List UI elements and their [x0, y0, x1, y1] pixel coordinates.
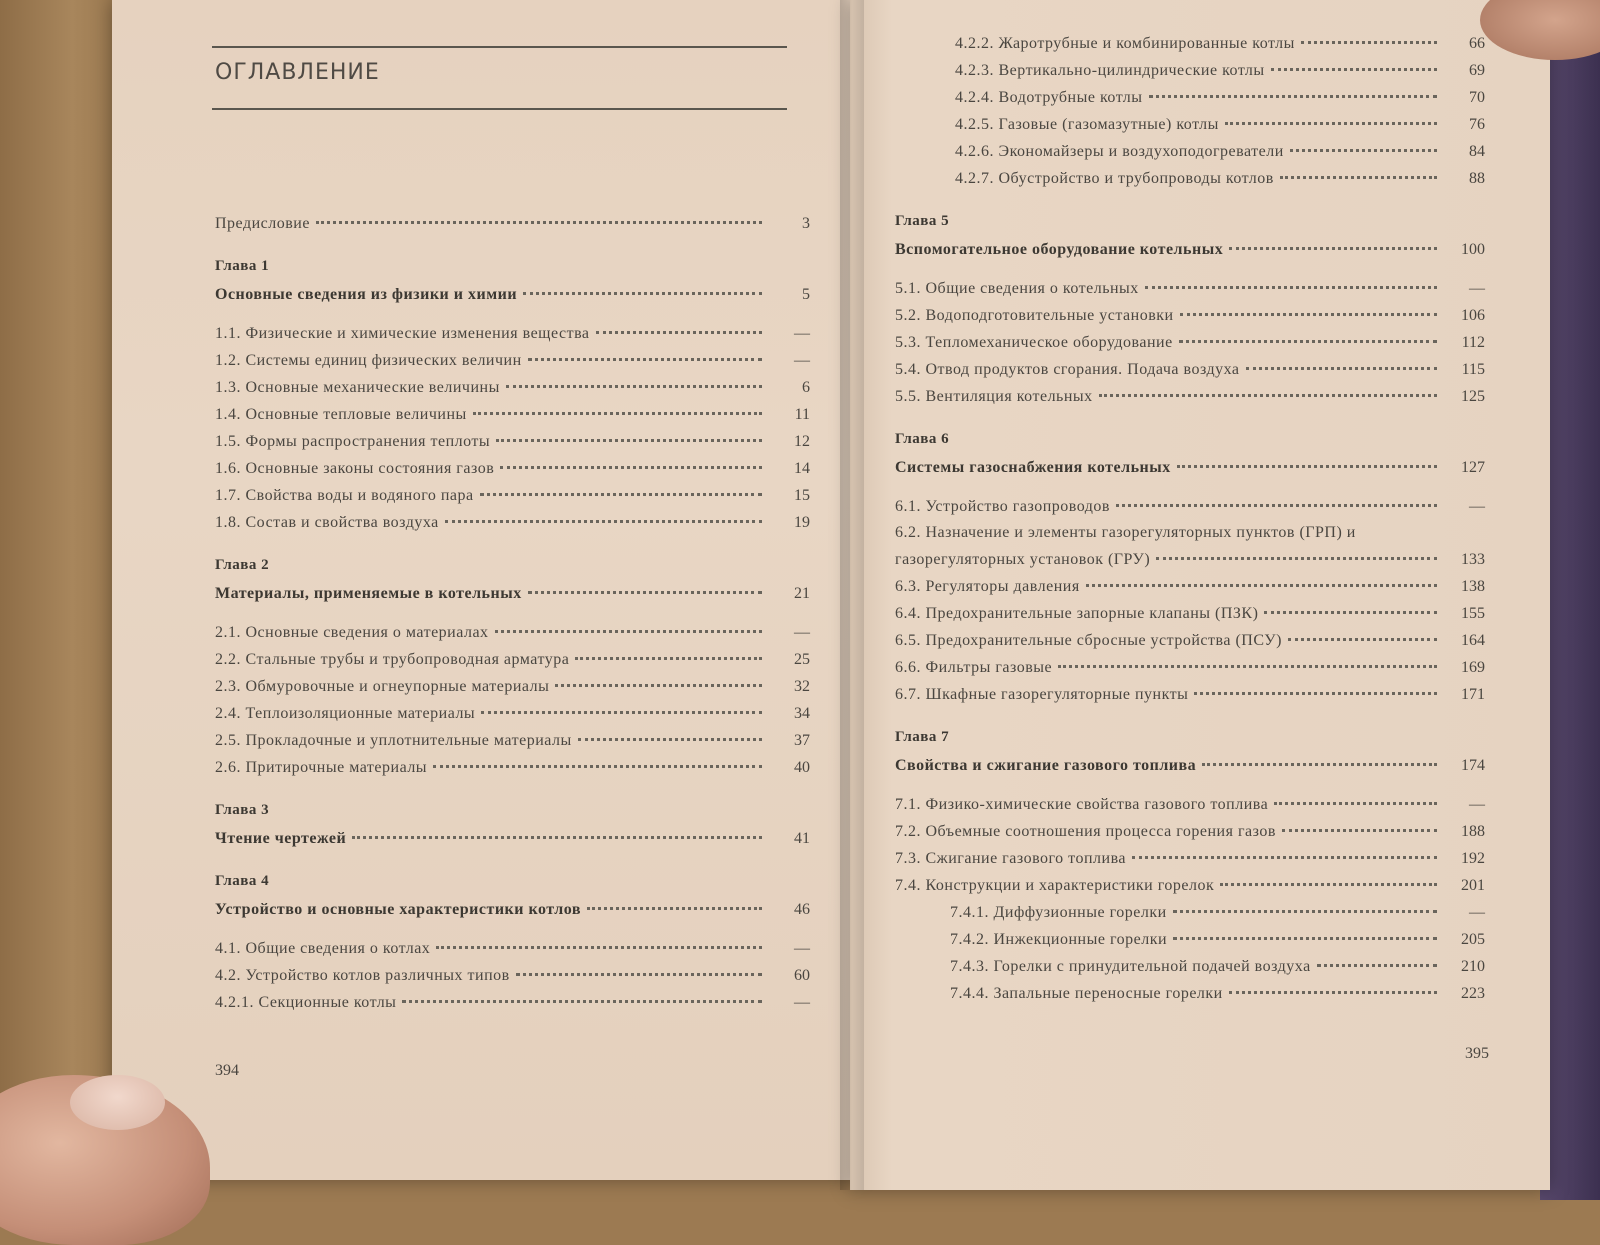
entry-title: 7.4.1. Диффузионные горелки: [950, 904, 1167, 921]
toc-entry: [215, 347, 810, 374]
dot-leader: [1132, 855, 1437, 859]
toc-entry: [895, 681, 1485, 708]
page-number: 115: [1461, 361, 1485, 378]
dot-leader: [1086, 583, 1437, 587]
dot-leader: [528, 357, 762, 361]
thumbnail-nail: [70, 1075, 165, 1130]
entry-title: 6.6. Фильтры газовые: [895, 659, 1053, 676]
toc-entry: [895, 899, 1485, 926]
entry-title: 1.6. Основные законы состояния газов: [215, 460, 495, 477]
page-number: 223: [1461, 985, 1485, 1002]
toc-entry: [215, 428, 810, 455]
chapter-title: [215, 825, 810, 852]
page-number: —: [1469, 904, 1485, 921]
dot-leader: [1274, 801, 1437, 805]
toc-entry: [895, 845, 1485, 872]
toc-entry: [895, 30, 1485, 57]
dot-leader: [1180, 312, 1437, 316]
page-number: 40: [794, 759, 810, 776]
toc-entry: [895, 493, 1485, 520]
dot-leader: [1145, 285, 1437, 289]
entry-title: 7.2. Объемные соотношения процесса горения газов: [895, 823, 1276, 840]
toc-entry: [215, 673, 810, 700]
page-number: 69: [1469, 62, 1485, 79]
entry-title: 1.5. Формы распространения теплоты: [215, 433, 491, 450]
entry-title: 6.4. Предохранительные запорные клапаны (ПЗК): [895, 605, 1259, 622]
page-number: 155: [1461, 605, 1485, 622]
entry-title: 1.2. Системы единиц физических величин: [215, 352, 522, 369]
entry-title: Свойства и сжигание газового топлива: [895, 757, 1197, 774]
page-number: 12: [794, 433, 810, 450]
toc-entry: [895, 111, 1485, 138]
chapter-label: Глава 2: [215, 557, 270, 573]
spacer: [895, 263, 1485, 275]
dot-leader: [1229, 246, 1437, 250]
entry-title: Предисловие: [215, 215, 310, 232]
toc-entry: [895, 302, 1485, 329]
dot-leader: [516, 972, 762, 976]
page-number: 70: [1469, 89, 1485, 106]
toc-entry: [895, 57, 1485, 84]
dot-leader: [473, 411, 762, 415]
page-number: 21: [794, 585, 810, 602]
entry-title: 4.2.3. Вертикально-цилиндрические котлы: [955, 62, 1265, 79]
page-number: 46: [794, 901, 810, 918]
dot-leader: [500, 465, 762, 469]
dot-leader: [578, 737, 762, 741]
dot-leader: [495, 629, 762, 633]
entry-title: 4.2.2. Жаротрубные и комбинированные котлы: [955, 35, 1295, 52]
entry-title: 5.5. Вентиляция котельных: [895, 388, 1093, 405]
toc-entry: [895, 329, 1485, 356]
toc-entry: [215, 989, 810, 1016]
dot-leader: [352, 835, 762, 839]
right-folio: 395: [1465, 1045, 1489, 1062]
page-number: 127: [1461, 459, 1485, 476]
page-number: 106: [1461, 307, 1485, 324]
toc-entry: [215, 646, 810, 673]
page-number: 188: [1461, 823, 1485, 840]
entry-title: 2.1. Основные сведения о материалах: [215, 624, 489, 641]
dot-leader: [555, 683, 762, 687]
toc-entry: [215, 509, 810, 536]
preface-entry: [215, 210, 810, 237]
page-number: 6: [802, 379, 810, 396]
page-number: 14: [794, 460, 810, 477]
toc-entry: [895, 627, 1485, 654]
dot-leader: [436, 945, 762, 949]
page-number: 112: [1461, 334, 1485, 351]
entry-title: 5.3. Тепломеханическое оборудование: [895, 334, 1173, 351]
entry-title: 4.2.1. Секционные котлы: [215, 994, 397, 1011]
toc-entry: [895, 275, 1485, 302]
entry-title: 7.4.4. Запальные переносные горелки: [950, 985, 1223, 1002]
entry-title: 4.2.4. Водотрубные котлы: [955, 89, 1143, 106]
page-number: —: [794, 325, 810, 342]
dot-leader: [445, 519, 762, 523]
entry-title: 4.1. Общие сведения о котлах: [215, 940, 431, 957]
page-number: 32: [794, 678, 810, 695]
dot-leader: [1220, 882, 1437, 886]
dot-leader: [1290, 148, 1437, 152]
page-number: —: [794, 352, 810, 369]
chapter-label: Глава 1: [215, 258, 270, 274]
chapter-label: Глава 4: [215, 873, 270, 889]
entry-title: 1.1. Физические и химические изменения вещества: [215, 325, 590, 342]
page-number: 201: [1461, 877, 1485, 894]
spacer: [895, 481, 1485, 493]
toc-entry: [895, 600, 1485, 627]
page-number: 5: [802, 286, 810, 303]
page-number: —: [794, 994, 810, 1011]
dot-leader: [1149, 94, 1437, 98]
entry-title: Устройство и основные характеристики котлов: [215, 901, 581, 918]
chapter-title: [215, 580, 810, 607]
toc-entry: [215, 754, 810, 781]
chapter-title: [215, 281, 810, 308]
toc-entry: [215, 962, 810, 989]
page-number: 11: [794, 406, 810, 423]
page-number: 88: [1469, 170, 1485, 187]
page-number: 3: [802, 215, 810, 232]
wooden-table: [0, 0, 120, 1200]
entry-title: 1.8. Состав и свойства воздуха: [215, 514, 439, 531]
toc-entry: [215, 935, 810, 962]
toc-entry: [895, 138, 1485, 165]
dot-leader: [1173, 909, 1437, 913]
page-number: 34: [794, 705, 810, 722]
dot-leader: [506, 384, 762, 388]
dot-leader: [1116, 503, 1437, 507]
page-number: 192: [1461, 850, 1485, 867]
chapter-label: Глава 6: [895, 431, 950, 447]
entry-title: 1.3. Основные механические величины: [215, 379, 500, 396]
page-number: 19: [794, 514, 810, 531]
toc-entry: [215, 700, 810, 727]
chapter-title: [895, 752, 1485, 779]
spacer: [215, 308, 810, 320]
dot-leader: [1177, 464, 1437, 468]
dot-leader: [480, 492, 762, 496]
toc-entry: [895, 654, 1485, 681]
page-number: 205: [1461, 931, 1485, 948]
entry-title: 6.7. Шкафные газорегуляторные пункты: [895, 686, 1189, 703]
entry-title: Материалы, применяемые в котельных: [215, 585, 522, 602]
dot-leader: [1280, 175, 1437, 179]
dot-leader: [1282, 828, 1437, 832]
spacer: [215, 607, 810, 619]
page-number: 15: [794, 487, 810, 504]
toc-entry: [215, 619, 810, 646]
toc-entry: [215, 455, 810, 482]
entry-title: 5.1. Общие сведения о котельных: [895, 280, 1139, 297]
entry-title: 2.5. Прокладочные и уплотнительные материалы: [215, 732, 572, 749]
dot-leader: [1194, 691, 1437, 695]
entry-title: 1.7. Свойства воды и водяного пара: [215, 487, 474, 504]
entry-title: 7.4. Конструкции и характеристики горелок: [895, 877, 1215, 894]
toc-heading: ОГЛАВЛЕНИЕ: [215, 60, 380, 85]
heading-rule: [212, 108, 787, 110]
page-number: 100: [1461, 241, 1485, 258]
dot-leader: [1301, 40, 1437, 44]
entry-title: 7.3. Сжигание газового топлива: [895, 850, 1127, 867]
top-rule: [212, 46, 787, 48]
dot-leader: [316, 220, 762, 224]
dot-leader: [575, 656, 762, 660]
page-number: 41: [794, 830, 810, 847]
toc-entry: [895, 926, 1485, 953]
entry-title: Основные сведения из физики и химии: [215, 286, 518, 303]
toc-entry: [895, 383, 1485, 410]
dot-leader: [587, 906, 762, 910]
entry-title: Чтение чертежей: [215, 830, 347, 847]
entry-continuation: [895, 546, 1485, 573]
left-toc-column: [215, 210, 810, 1016]
page-number: 125: [1461, 388, 1485, 405]
entry-title: 5.4. Отвод продуктов сгорания. Подача воздуха: [895, 361, 1240, 378]
page-number: 210: [1461, 958, 1485, 975]
entry-title: 2.2. Стальные трубы и трубопроводная арматура: [215, 651, 570, 668]
entry-title: 6.3. Регуляторы давления: [895, 578, 1080, 595]
entry-title: 7.4.2. Инжекционные горелки: [950, 931, 1168, 948]
chapter-title: [895, 454, 1485, 481]
chapter-label: Глава 7: [895, 729, 950, 745]
page-number: 174: [1461, 757, 1485, 774]
toc-entry: [895, 872, 1485, 899]
entry-title: Вспомогательное оборудование котельных: [895, 241, 1224, 258]
dot-leader: [1156, 556, 1437, 560]
toc-entry: [215, 482, 810, 509]
entry-title: 5.2. Водоподготовительные установки: [895, 307, 1174, 324]
entry-title: 6.2. Назначение и элементы газорегуляторных пунктов (ГРП) и: [895, 524, 1356, 541]
book-spine: [840, 0, 864, 1190]
entry-title: 1.4. Основные тепловые величины: [215, 406, 467, 423]
page-number: 164: [1461, 632, 1485, 649]
entry-title: 7.1. Физико-химические свойства газового топлива: [895, 796, 1269, 813]
entry-title: 4.2.5. Газовые (газомазутные) котлы: [955, 116, 1219, 133]
chapter-title: [895, 236, 1485, 263]
page-number: —: [1469, 796, 1485, 813]
page-number: 25: [794, 651, 810, 668]
dot-leader: [1058, 664, 1437, 668]
toc-entry: [215, 374, 810, 401]
page-number: 60: [794, 967, 810, 984]
toc-entry: [895, 520, 1485, 573]
dot-leader: [523, 291, 762, 295]
dot-leader: [1099, 393, 1437, 397]
dot-leader: [1179, 339, 1437, 343]
toc-entry: [895, 980, 1485, 1007]
page-number: —: [794, 940, 810, 957]
entry-title: 4.2.7. Обустройство и трубопроводы котлов: [955, 170, 1274, 187]
entry-title-cont: газорегуляторных установок (ГРУ): [895, 551, 1151, 568]
page-number: 37: [794, 732, 810, 749]
toc-entry: [895, 953, 1485, 980]
page-number: —: [794, 624, 810, 641]
page-number: 76: [1469, 116, 1485, 133]
entry-title: 2.3. Обмуровочные и огнеупорные материалы: [215, 678, 550, 695]
page-number: 138: [1461, 578, 1485, 595]
toc-entry: [215, 401, 810, 428]
toc-entry: [895, 356, 1485, 383]
chapter-label: Глава 5: [895, 213, 950, 229]
dot-leader: [496, 438, 762, 442]
toc-entry: [215, 727, 810, 754]
dot-leader: [1229, 990, 1437, 994]
toc-entry: [895, 165, 1485, 192]
entry-title: 2.4. Теплоизоляционные материалы: [215, 705, 476, 722]
entry-title: 4.2. Устройство котлов различных типов: [215, 967, 510, 984]
page-number: 84: [1469, 143, 1485, 160]
page-number: 171: [1461, 686, 1485, 703]
entry-title: 6.5. Предохранительные сбросные устройства (ПСУ): [895, 632, 1282, 649]
dot-leader: [1246, 366, 1437, 370]
chapter-title: [215, 896, 810, 923]
page-number: 133: [1461, 551, 1485, 568]
spacer: [215, 923, 810, 935]
page-number: —: [1469, 498, 1485, 515]
dot-leader: [596, 330, 762, 334]
page-number: —: [1469, 280, 1485, 297]
entry-title: 4.2.6. Экономайзеры и воздухоподогреватели: [955, 143, 1284, 160]
entry-title: 6.1. Устройство газопроводов: [895, 498, 1110, 515]
dot-leader: [1288, 637, 1437, 641]
dot-leader: [1202, 762, 1437, 766]
toc-entry: [895, 573, 1485, 600]
entry-title: Системы газоснабжения котельных: [895, 459, 1171, 476]
page-number: 169: [1461, 659, 1485, 676]
entry-title: 2.6. Притирочные материалы: [215, 759, 428, 776]
right-toc-column: [895, 30, 1485, 1007]
dot-leader: [1317, 963, 1437, 967]
chapter-label: Глава 3: [215, 802, 270, 818]
toc-entry: [895, 791, 1485, 818]
dot-leader: [1264, 610, 1437, 614]
dot-leader: [528, 590, 762, 594]
dot-leader: [1173, 936, 1437, 940]
dot-leader: [1225, 121, 1437, 125]
dot-leader: [1271, 67, 1437, 71]
toc-entry: [895, 84, 1485, 111]
entry-title: 7.4.3. Горелки с принудительной подачей воздуха: [950, 958, 1311, 975]
dot-leader: [433, 764, 762, 768]
toc-entry: [895, 818, 1485, 845]
toc-entry: [215, 320, 810, 347]
dot-leader: [402, 999, 762, 1003]
spacer: [895, 779, 1485, 791]
dot-leader: [481, 710, 762, 714]
page-number: 66: [1469, 35, 1485, 52]
left-folio: 394: [215, 1062, 239, 1079]
